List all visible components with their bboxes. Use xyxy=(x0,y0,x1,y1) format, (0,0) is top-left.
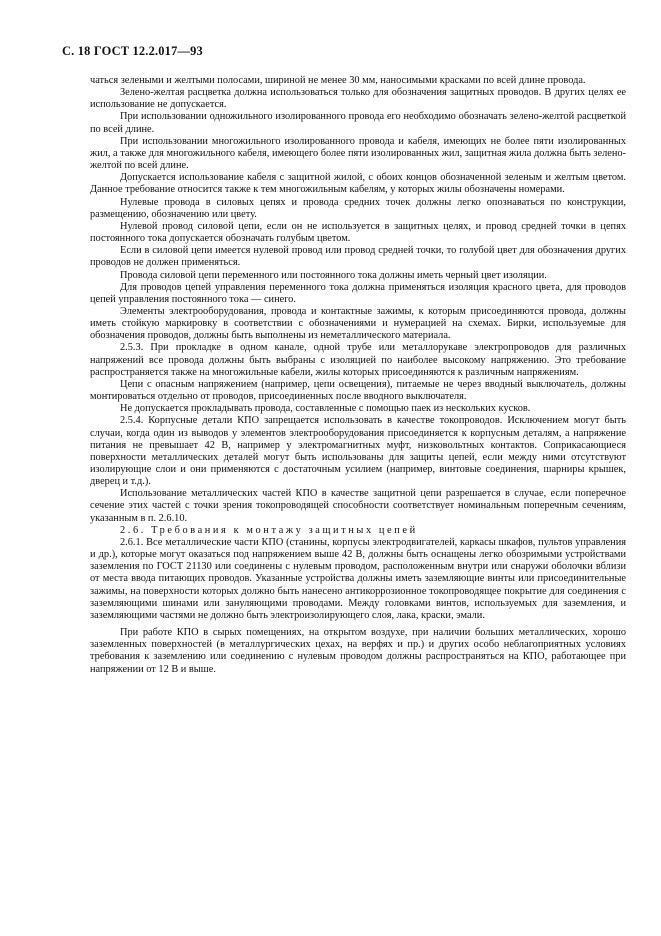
paragraph: Если в силовой цепи имеется нулевой провод или провод средней точки, то голубой цвет для обозначения других проводов не должен применяться. xyxy=(90,245,626,269)
section-paragraph: 2.5.4. Корпусные детали КПО запрещается использовать в качестве токопроводов. Исключением могут быть случаи, когда один из выводов у элементов электрооборудования присоединяется к корпусным деталям, а напряжение питания не превышает 42 В, например у электромагнитных муфт, низковольтных контактов. Соприкасающиеся поверхности металлических деталей могут быть использованы для защиты цепей, если между ними отсутствуют изолирующие слои и они применяются с достаточным усилием (например, винтовые соединения, шарниры крышек, дверец и т.д.). xyxy=(90,415,626,488)
paragraph: Не допускается прокладывать провода, составленные с помощью паек из нескольких кусков. xyxy=(120,403,531,415)
paragraph: При использовании многожильного изолированного провода и кабеля, имеющих не более пяти изолированных жил, а также для многожильного кабеля, имеющего более пяти изолированных жил, защитная жила должна быть зелено-желтой по всей длине. xyxy=(90,135,626,172)
paragraph: Для проводов цепей управления переменного тока должна применяться изоляция красного цвета, для проводов цепей управления постоянного тока — синего. xyxy=(90,281,626,305)
paragraph: Использование металлических частей КПО в качестве защитной цепи разрешается в случае, если поперечное сечение этих частей с точки зрения токопроводящей способности соответствует номинальным поперечным сечениям, указанным в п. 2.6.10. xyxy=(90,488,626,524)
paragraph: чаться зелеными и желтыми полосами, шириной не менее 30 мм, наносимыми красками по всей длине провода. xyxy=(90,75,586,86)
section-paragraph: 2.6.1. Все металлические части КПО (станины, корпусы электродвигателей, каркасы шкафов, пультов управления и др.), которые могут оказаться под напряжением выше 42 В, должны быть оснащены легко обозримыми устройствами заземления по ГОСТ 21130 или соединены с нулевым проводом, расположенным внутри или снаружи оболочки вблизи от места ввода питающих проводов. Указанные устройства должны иметь заземляющие винты или присоединительные зажимы, на поверхности которых должно быть нанесено антикоррозионное токопроводящее покрытие для соединения с заземляющими шинами или зануляющими проводами. Между головками винтов, используемых для заземления, и заземляющими частями не должно быть электроизолирующего слоя, лака, краски, эмали. xyxy=(90,536,626,621)
paragraph: Провода силовой цепи переменного или постоянного тока должны иметь черный цвет изоляции. xyxy=(120,269,547,281)
paragraph: При работе КПО в сырых помещениях, на открытом воздухе, при наличии больших металлических, хорошо заземленных поверхностей (в металлургических цехах, на верфях и пр.) и других особо неблагоприятных условиях требования к заземлению или соединению с нулевым проводом должны распространяться на КПО, работающее при напряжении от 12 В и выше. xyxy=(90,627,626,675)
paragraph: Допускается использование кабеля с защитной жилой, с обоих концов обозначенной зеленым и желтым цветом. Данное требование относится также к тем многожильным кабелям, у которых жилы обозначены номерами. xyxy=(90,172,626,196)
page-header: С. 18 ГОСТ 12.2.017—93 xyxy=(62,44,203,58)
body-text xyxy=(90,75,626,676)
paragraph: При использовании одножильного изолированного провода его необходимо обозначать зелено-желтой расцветкой по всей длине. xyxy=(90,111,626,135)
paragraph: Цепи с опасным напряжением (например, цепи освещения), питаемые не через вводный выключатель, должны монтироваться отдельно от проводов, присоединенных после вводного выключателя. xyxy=(90,378,626,403)
section-heading: 2.6. Требования к монтажу защитных цепей xyxy=(120,524,418,536)
section-paragraph: 2.5.3. При прокладке в одном канале, одной трубе или металлорукаве электропроводов для различных напряжений все провода должны быть выбраны с изоляцией по наиболее высокому напряжению. Это требование распространяется также на многожильные кабели, жилы которых присоединяются к различным напряжениям. xyxy=(90,342,626,378)
paragraph: Зелено-желтая расцветка должна использоваться только для обозначения защитных проводов. В других целях ее использование не допускается. xyxy=(90,87,626,111)
paragraph: Нулевые провода в силовых цепях и провода средних точек должны легко опознаваться по конструкции, размещению, обозначению или цвету. xyxy=(90,196,626,220)
paragraph: Нулевой провод силовой цепи, если он не используется в защитных целях, и провод средней точки в цепях постоянного тока допускается обозначать голубым цветом. xyxy=(90,220,626,245)
paragraph: Элементы электрооборудования, провода и контактные зажимы, к которым присоединяются провода, должны иметь стойкую маркировку в соответствии с обозначениями и нумерацией на схемах. Бирки, используемые для обозначения проводов, должны быть выполнены из неметаллического материала. xyxy=(90,305,626,342)
